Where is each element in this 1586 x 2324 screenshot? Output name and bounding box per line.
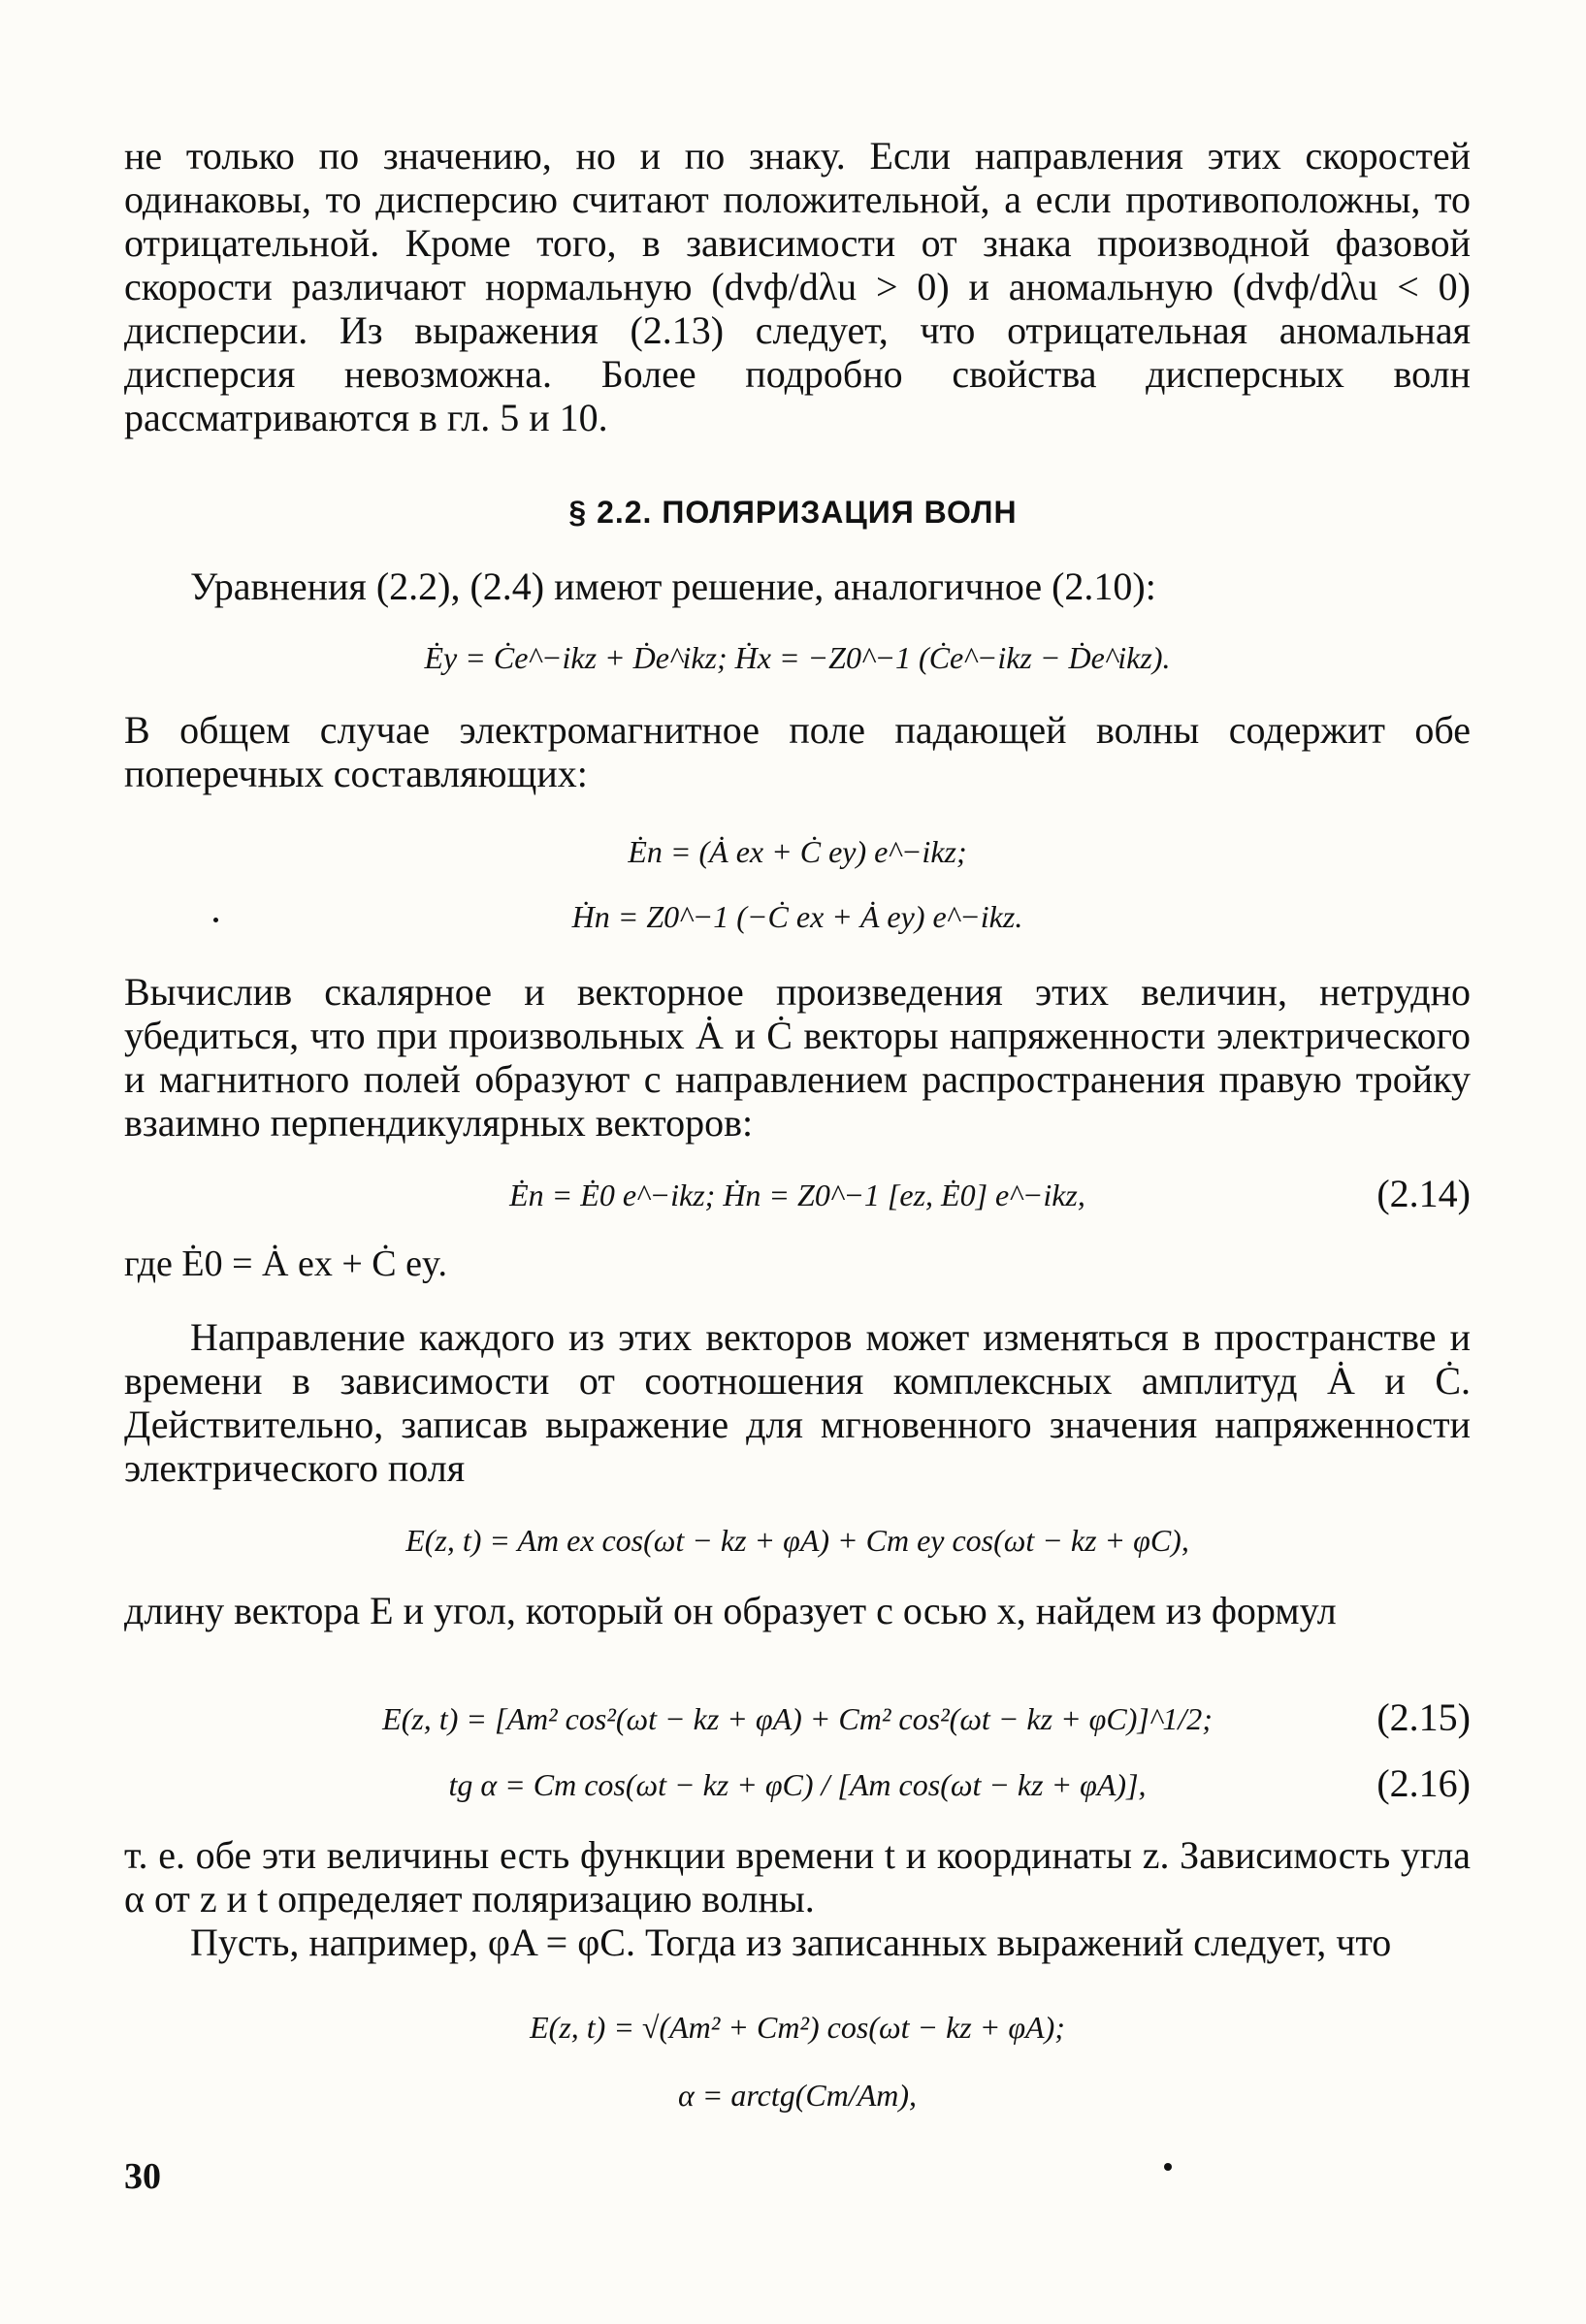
paragraph-functions [124,1833,1471,1921]
equation-ey-hx: Ėy = Ċe^−ikz + Ḋe^ikz; Ḣx = −Z0^−1 (Ċe^−ikz − Ḋe^ikz). [424,640,1171,675]
page-number: 30 [124,2156,161,2197]
paragraph-text: длину вектора E и угол, который он образует с осью x, найдем из формул [124,1589,1337,1632]
equation-instant-field: E(z, t) = Am ex cos(ωt − kz + φA) + Cm ey cos(ωt − kz + φC), [405,1523,1189,1558]
equation-where-e0: где Ė0 = Ȧ ex + Ċ ey. [124,1243,448,1284]
equation-h-incident: Ḣп = Z0^−1 (−Ċ ex + Ȧ ey) e^−ikz. [571,899,1023,934]
equation-2-16: tg α = Cm cos(ωt − kz + φC) / [Am cos(ωt − kz + φA)], [448,1767,1147,1802]
paragraph-text: Вычислив скалярное и векторное произведения этих величин, нетрудно убедиться, что при произвольных Ȧ и Ċ векторы напряженности электрического и магнитного полей образуют с направлением распространения правую тройку взаимно перпендикулярных векторов: [124,970,1471,1145]
print-speck [213,918,218,922]
equation-number-2-16: (2.16) [1376,1761,1471,1805]
equation-number-2-14: (2.14) [1376,1172,1471,1215]
paragraph-text: Пусть, например, φA = φC. Тогда из записанных выражений следует, что [190,1921,1392,1964]
paragraph-direction [124,1315,1471,1490]
paragraph-text: Уравнения (2.2), (2.4) имеют решение, аналогичное (2.10): [190,565,1156,608]
paragraph-text: т. е. обе эти величины есть функции времени t и координаты z. Зависимость угла α от z и t определяет поляризацию волны. [124,1833,1471,1921]
paragraph-text: В общем случае электромагнитное поле падающей волны содержит обе поперечных составляющих: [124,708,1471,795]
paragraph-example [124,1921,1471,1964]
paragraph-products [124,970,1471,1145]
equation-2-15: E(z, t) = [Am² cos²(ωt − kz + φA) + Cm² cos²(ωt − kz + φC)]^1/2; [382,1701,1213,1736]
equation-2-14: Ėп = Ė0 e^−ikz; Ḣп = Z0^−1 [ez, Ė0] e^−ikz, [509,1178,1085,1212]
paragraph-dispersion-sign [124,134,1471,439]
paragraph-general-case [124,708,1471,795]
paragraph-length-angle [124,1589,1471,1632]
equation-e-incident: Ėп = (Ȧ ex + Ċ ey) e^−ikz; [628,834,967,869]
paragraph-text: Направление каждого из этих векторов может изменяться в пространстве и времени в зависимости от соотношения комплексных амплитуд Ȧ и Ċ. Действительно, записав выражение для мгновенного значения напряженности электрического поля [124,1315,1471,1490]
equation-alpha: α = arctg(Cm/Am), [677,2078,918,2113]
equation-amplitude: E(z, t) = √(Am² + Cm²) cos(ωt − kz + φA); [530,2010,1065,2045]
paragraph-text: не только по значению, но и по знаку. Если направления этих скоростей одинаковы, то дисперсию считают положительной, а если противоположны, то отрицательной. Кроме того, в зависимости от знака производной фазовой скорости различают нормальную (dvф/dλu > 0) и аномальную (dvф/dλu < 0) дисперсии. Из выражения (2.13) следует, что отрицательная аномальная дисперсия невозможна. Более подробно свойства дисперсных волн рассматриваются в гл. 5 и 10. [124,134,1471,439]
section-heading: § 2.2. ПОЛЯРИЗАЦИЯ ВОЛН [568,495,1018,530]
equation-number-2-15: (2.15) [1376,1695,1471,1739]
paragraph-equations-intro [124,565,1471,608]
print-speck [1164,2163,1172,2171]
